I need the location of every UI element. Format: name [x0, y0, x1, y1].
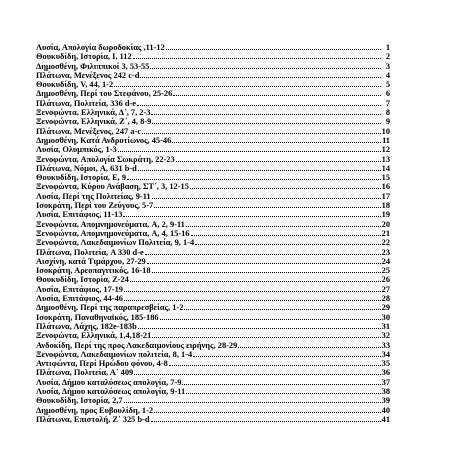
dot-leader [152, 336, 380, 338]
toc-entry-title: Δημοσθένη, Φιλιππικοί 3, 53-55 [36, 61, 150, 71]
dot-leader [195, 243, 380, 245]
dot-leader [186, 392, 380, 394]
toc-entry-title: Ξενοφώντα, Απομνημονεύματα, A, 4, 15-16 [36, 228, 190, 238]
toc-entry-title: Πλάτωνα, Επιστολή, Ζ΄ 325 b-d [36, 414, 150, 424]
dot-leader [190, 187, 381, 189]
dot-leader [140, 76, 381, 78]
toc-entry [36, 164, 390, 173]
dot-leader [130, 280, 381, 282]
toc-entry [36, 210, 390, 219]
toc-page-number: 7 [385, 98, 390, 108]
toc-entry-title: Ξενοφώντα, Απολογία Σωκράτη, 22-23 [36, 154, 175, 164]
dot-leader [114, 85, 381, 87]
toc-entry [36, 257, 390, 266]
toc-entry [36, 220, 390, 229]
toc-entry [36, 396, 390, 405]
toc-entry-title: Λυσία, Επιτάφιος, 11-13 [36, 210, 123, 220]
toc-entry [36, 387, 390, 396]
toc-page-number: 21 [381, 228, 390, 238]
toc-page-number: 34 [381, 349, 390, 359]
toc-entry [36, 155, 390, 164]
toc-entry [36, 201, 390, 210]
toc-page-number: 6 [385, 89, 390, 99]
dot-leader [152, 271, 381, 273]
toc-page-number: 13 [381, 154, 390, 164]
dot-leader [238, 346, 380, 348]
toc-page-number: 1 [385, 43, 390, 52]
toc-page-number: 40 [381, 405, 390, 415]
toc-entry [36, 99, 390, 108]
toc-entry [36, 127, 390, 136]
toc-page-number: 22 [381, 238, 390, 248]
dot-leader [191, 234, 381, 236]
toc-entry [36, 368, 390, 377]
toc-page-number: 32 [381, 331, 390, 341]
dot-leader [176, 160, 381, 162]
toc-page-number: 28 [381, 294, 390, 304]
toc-page-number: 29 [381, 303, 390, 313]
toc-entry-title: Λυσία, Δήμου καταλύσεως απολογία, 9-11 [36, 386, 186, 396]
dot-leader [160, 318, 381, 320]
toc-entry-title: Πλάτωνα, Πολιτεία, 336 d-e [36, 98, 137, 108]
toc-page-number: 8 [385, 108, 390, 118]
toc-page-number: 24 [381, 256, 390, 266]
dot-leader [186, 225, 381, 227]
toc-entry-title: Δημοσθένη, Περί του Στεφάνου, 25-26 [36, 89, 173, 99]
toc-entry [36, 62, 390, 71]
toc-page-number: 31 [381, 321, 390, 331]
dot-leader [138, 327, 381, 329]
dot-leader [138, 169, 381, 171]
dot-leader [151, 113, 381, 115]
dot-leader [173, 94, 381, 96]
toc-entry-title: Λυσία, Δήμου καταλύσεως απολογία, 7-9 [36, 377, 182, 387]
dot-leader [166, 48, 381, 50]
toc-entry [36, 341, 390, 350]
toc-entry [36, 136, 390, 145]
toc-entry [36, 173, 390, 182]
toc-entry-title: Πλάτωνα, Μενέξενος 242 c-d [36, 70, 140, 80]
toc-page-number: 19 [381, 210, 390, 220]
toc-entry [36, 248, 390, 257]
toc-entry-title: Λυσία, Απολογία δωροδοκίας ,11-12 [36, 43, 165, 52]
toc-page-number: 39 [381, 396, 390, 406]
toc-entry [36, 285, 390, 294]
toc-page-number: 2 [385, 52, 390, 62]
dot-leader [137, 104, 381, 106]
toc-entry [36, 117, 390, 126]
dot-leader [184, 308, 380, 310]
toc-entry-title: Ξενοφώντα, Λακεδαιμονίων πολιτεία, 8, 1-4 [36, 349, 193, 359]
toc-entry-title: Ανδοκίδη, Περί της προς Λακεδαιμονίους ειρήνης, 28-29 [36, 340, 238, 350]
toc-entry [36, 229, 390, 238]
toc-entry [36, 359, 390, 368]
dot-leader [193, 355, 380, 357]
dot-leader [147, 262, 381, 264]
toc-entry-title: Πλάτωνα, Λάχης, 182e-183b [36, 321, 137, 331]
dot-leader [151, 420, 381, 422]
toc-page-number: 18 [381, 201, 390, 211]
toc-entry-title: Θουκυδίδη, Ιστορία, E, 9 [36, 173, 127, 183]
toc-entry [36, 52, 390, 61]
toc-entry-title: Πλάτωνα, Πολιτεία, A 330 d-e [36, 247, 144, 257]
toc-entry-title: Θουκυδίδη, Ιστορία, Z-24 [36, 275, 129, 285]
toc-entry-title: Αισχίνη, κατά Τιμάρχου, 27-29 [36, 256, 146, 266]
toc-entry [36, 406, 390, 415]
toc-entry-title: Δημοσθένη, Περί της παραπρεσβείας, 1-2 [36, 303, 184, 313]
toc-page-number: 14 [381, 163, 390, 173]
toc-entry [36, 331, 390, 340]
dot-leader [123, 215, 380, 217]
toc-entry [36, 322, 390, 331]
table-of-contents [36, 43, 390, 424]
toc-entry-title: Πλάτωνα, Νόμοι, A, 631 b-d [36, 163, 137, 173]
toc-entry-title: Ισοκράτη, Αρεοπαγιτικός, 16-18 [36, 266, 151, 276]
toc-entry-title: Δημοσθένη, Κατά Ανδροτίωνος, 45-46 [36, 135, 172, 145]
toc-page-number: 23 [381, 247, 390, 257]
dot-leader [124, 290, 381, 292]
dot-leader [145, 253, 381, 255]
toc-entry-title: Λυσία, Επιτάφιος, 17-19 [36, 284, 123, 294]
toc-page-number: 11 [382, 135, 390, 145]
toc-entry [36, 192, 390, 201]
dot-leader [154, 411, 381, 413]
dot-leader [124, 299, 381, 301]
toc-entry [36, 303, 390, 312]
toc-page-number: 9 [385, 117, 390, 127]
toc-entry [36, 238, 390, 247]
toc-page-number: 12 [381, 145, 390, 155]
toc-page-number: 20 [381, 219, 390, 229]
toc-entry [36, 350, 390, 359]
toc-entry-title: Λυσία, Επιτάφιος, 44-46 [36, 294, 123, 304]
toc-entry-title: Θουκυδίδη, Ιστορία, 2,7 [36, 396, 123, 406]
dot-leader [172, 141, 381, 143]
toc-page-number: 41 [381, 414, 390, 424]
toc-page-number: 35 [381, 359, 390, 369]
dot-leader [169, 364, 381, 366]
toc-entry-title: Αντιφώντα, Περί Ηρώδου φόνου, 4-8 [36, 359, 168, 369]
toc-page-number: 26 [381, 275, 390, 285]
toc-entry [36, 71, 390, 80]
toc-page-number: 17 [381, 191, 390, 201]
dot-leader [154, 206, 380, 208]
toc-entry-title: Πλάτωνα, Πολιτεία, Α΄ 409 [36, 368, 134, 378]
toc-entry-title: Θουκυδίδη, Ιστορία, I, 112 [36, 52, 132, 62]
toc-entry [36, 415, 390, 424]
toc-page-number: 4 [385, 70, 390, 80]
toc-entry-title: Δημοσθένη, προς Ευβουλίδη, 1-2 [36, 405, 154, 415]
toc-page-number: 16 [381, 182, 390, 192]
toc-page-number: 10 [381, 126, 390, 136]
toc-entry [36, 108, 390, 117]
dot-leader [133, 57, 381, 59]
toc-page-number: 27 [381, 284, 390, 294]
dot-leader [124, 401, 381, 403]
toc-page-number: 37 [381, 377, 390, 387]
toc-entry-title: Ξενοφώντα, Απομνημονεύματα, A, 2, 9-11 [36, 219, 185, 229]
dot-leader [150, 67, 381, 69]
toc-entry-title: Πλάτωνα, Μενέξενος, 247 a-c [36, 126, 142, 136]
toc-page-number: 3 [385, 61, 390, 71]
toc-entry [36, 80, 390, 89]
toc-entry [36, 378, 390, 387]
toc-entry [36, 313, 390, 322]
toc-page-number: 30 [381, 312, 390, 322]
toc-entry-title: Λυσία, Ολυμπικός, 1-3 [36, 145, 117, 155]
toc-entry [36, 89, 390, 98]
toc-entry-title: Λυσία, Περί της Πολιτείας, 9-11 [36, 191, 151, 201]
toc-entry [36, 266, 390, 275]
toc-entry [36, 275, 390, 284]
dot-leader [152, 122, 381, 124]
dot-leader [118, 150, 381, 152]
toc-entry-title: Ισοκράτη, Περί του Ζεύγους, 5-7 [36, 201, 154, 211]
dot-leader [142, 132, 381, 134]
toc-entry [36, 294, 390, 303]
toc-page-number: 36 [381, 368, 390, 378]
dot-leader [127, 178, 381, 180]
toc-entry-title: Ξενοφώντα, Ελληνικά, 1,4,18-21 [36, 331, 152, 341]
toc-entry-title: Ξενοφώντα, Κύρου Ανάβαση, ΣΤ΄, 3, 12-15 [36, 182, 189, 192]
toc-page-number: 38 [381, 386, 390, 396]
toc-entry [36, 182, 390, 191]
toc-entry [36, 145, 390, 154]
toc-entry-title: Ξενοφώντα, Λακεδαιμονίων Πολιτεία, 9, 1-4 [36, 238, 195, 248]
dot-leader [134, 373, 380, 375]
dot-leader [182, 383, 380, 385]
toc-entry-title: Θουκυδίδη, V, 44, 1-2 [36, 80, 114, 90]
toc-entry-title: Ξενοφώντα, Ελληνικά, Ζ΄, 4, 8-9 [36, 117, 152, 127]
toc-entry-title: Ισοκράτη, Παναθηναϊκός, 185-186 [36, 312, 159, 322]
dot-leader [152, 197, 381, 199]
toc-page-number: 5 [385, 80, 390, 90]
toc-page-number: 25 [381, 266, 390, 276]
toc-entry-title: Ξενοφώντα, Ελληνικά, Δ΄, 7, 2-3 [36, 108, 151, 118]
toc-page-number: 15 [381, 173, 390, 183]
toc-page-number: 33 [381, 340, 390, 350]
toc-entry [36, 43, 390, 52]
